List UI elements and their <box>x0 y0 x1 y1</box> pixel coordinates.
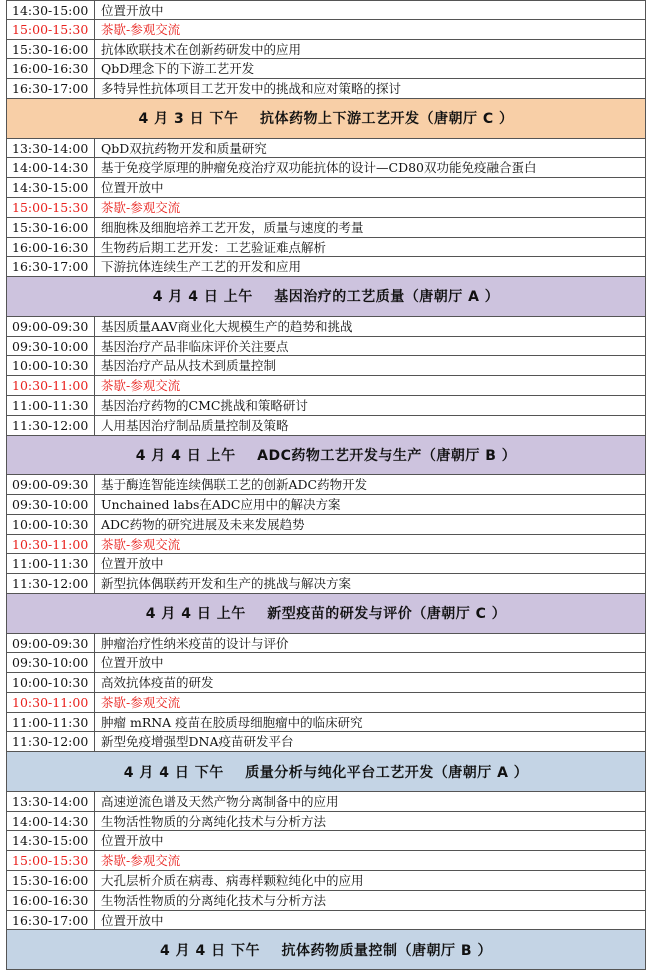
break-row <box>7 693 645 713</box>
break-row <box>7 851 645 871</box>
time-cell: 10:30-11:00 <box>7 535 95 554</box>
time-cell: 11:30-12:00 <box>7 416 95 435</box>
schedule-row <box>7 911 645 931</box>
schedule-row <box>7 59 645 79</box>
time-cell: 09:00-09:30 <box>7 634 95 653</box>
schedule-row <box>7 653 645 673</box>
topic-cell: 生物活性物质的分离纯化技术与分析方法 <box>101 813 327 829</box>
time-cell: 09:30-10:00 <box>7 337 95 356</box>
topic-cell: 抗体欧联技术在创新药研发中的应用 <box>101 41 302 57</box>
time-cell: 15:30-16:00 <box>7 40 95 59</box>
time-cell: 09:00-09:30 <box>7 475 95 494</box>
time-cell: 11:00-11:30 <box>7 713 95 732</box>
topic-cell: 肿瘤 mRNA 疫苗在胶质母细胞瘤中的临床研究 <box>101 714 363 730</box>
time-cell: 10:30-11:00 <box>7 693 95 712</box>
topic-cell: 基于酶连智能连续偶联工艺的创新ADC药物开发 <box>101 477 368 493</box>
session-header: 4 月 4 日 上午 ADC药物工艺开发与生产（唐朝厅 B ） <box>7 436 645 476</box>
topic-cell: 茶歇-参观交流 <box>101 694 181 710</box>
topic-cell: QbD理念下的下游工艺开发 <box>101 61 255 77</box>
schedule-row <box>7 238 645 258</box>
topic-cell: 高效抗体疫苗的研发 <box>101 675 214 691</box>
topic-cell: 细胞株及细胞培养工艺开发，质量与速度的考量 <box>101 219 364 235</box>
time-cell: 10:00-10:30 <box>7 515 95 534</box>
time-cell: 16:00-16:30 <box>7 59 95 78</box>
break-row <box>7 198 645 218</box>
time-cell: 16:00-16:30 <box>7 891 95 910</box>
topic-cell: 下游抗体连续生产工艺的开发和应用 <box>101 259 302 275</box>
topic-cell: 茶歇-参观交流 <box>101 853 181 869</box>
time-cell: 09:30-10:00 <box>7 653 95 672</box>
topic-cell: QbD双抗药物开发和质量研究 <box>101 140 267 156</box>
schedule-row <box>7 713 645 733</box>
time-cell: 09:30-10:00 <box>7 495 95 514</box>
schedule-row <box>7 40 645 60</box>
schedule-row <box>7 337 645 357</box>
time-cell: 13:30-14:00 <box>7 792 95 811</box>
break-row <box>7 535 645 555</box>
session-header: 4 月 4 日 上午 基因治疗的工艺质量（唐朝厅 A ） <box>7 277 645 317</box>
schedule-row <box>7 158 645 178</box>
schedule-row <box>7 475 645 495</box>
schedule-row <box>7 812 645 832</box>
topic-cell: 基因治疗药物的CMC挑战和策略研讨 <box>101 397 308 413</box>
time-cell: 11:00-11:30 <box>7 554 95 573</box>
topic-cell: 新型免疫增强型DNA疫苗研发平台 <box>101 734 294 750</box>
topic-cell: 肿瘤治疗性纳米疫苗的设计与评价 <box>101 635 289 651</box>
time-cell: 15:30-16:00 <box>7 871 95 890</box>
break-row <box>7 20 645 40</box>
schedule-row <box>7 732 645 752</box>
topic-cell: 新型抗体偶联药开发和生产的挑战与解决方案 <box>101 576 352 592</box>
topic-cell: Unchained labs在ADC应用中的解决方案 <box>101 496 341 512</box>
topic-cell: 位置开放中 <box>101 655 164 671</box>
time-cell: 15:00-15:30 <box>7 20 95 39</box>
schedule-row <box>7 79 645 99</box>
schedule-row <box>7 495 645 515</box>
schedule-row <box>7 257 645 277</box>
schedule-row <box>7 634 645 654</box>
topic-cell: 位置开放中 <box>101 556 164 572</box>
schedule-row <box>7 0 645 20</box>
schedule-row <box>7 317 645 337</box>
time-cell: 14:00-14:30 <box>7 158 95 177</box>
topic-cell: 人用基因治疗制品质量控制及策略 <box>101 417 289 433</box>
topic-cell: 基因治疗产品非临床评价关注要点 <box>101 338 289 354</box>
time-cell: 16:30-17:00 <box>7 79 95 98</box>
topic-cell: 多特异性抗体项目工艺开发中的挑战和应对策略的探讨 <box>101 81 402 97</box>
topic-cell: 生物活性物质的分离纯化技术与分析方法 <box>101 892 327 908</box>
time-cell: 16:30-17:00 <box>7 257 95 276</box>
time-cell: 16:00-16:30 <box>7 238 95 257</box>
topic-cell: 生物药后期工艺开发：工艺验证难点解析 <box>101 239 327 255</box>
schedule-row <box>7 792 645 812</box>
schedule-row <box>7 396 645 416</box>
schedule-row <box>7 891 645 911</box>
topic-cell: 茶歇-参观交流 <box>101 378 181 394</box>
schedule-row <box>7 831 645 851</box>
session-header: 4 月 4 日 上午 新型疫苗的研发与评价（唐朝厅 C ） <box>7 594 645 634</box>
break-row <box>7 376 645 396</box>
time-cell: 09:00-09:30 <box>7 317 95 336</box>
topic-cell: 位置开放中 <box>101 3 164 18</box>
schedule-row <box>7 673 645 693</box>
schedule-row <box>7 554 645 574</box>
schedule-row <box>7 574 645 594</box>
time-cell: 15:00-15:30 <box>7 198 95 217</box>
time-cell: 11:30-12:00 <box>7 574 95 593</box>
schedule-row <box>7 178 645 198</box>
schedule-row <box>7 416 645 436</box>
time-cell: 10:00-10:30 <box>7 356 95 375</box>
time-cell: 16:30-17:00 <box>7 911 95 930</box>
time-cell: 14:30-15:00 <box>7 831 95 850</box>
topic-cell: 位置开放中 <box>101 180 164 196</box>
schedule-row <box>7 515 645 535</box>
topic-cell: 位置开放中 <box>101 912 164 928</box>
time-cell: 10:00-10:30 <box>7 673 95 692</box>
topic-cell: 茶歇-参观交流 <box>101 199 181 215</box>
time-cell: 14:30-15:00 <box>7 1 95 19</box>
time-cell: 15:00-15:30 <box>7 851 95 870</box>
schedule-row <box>7 871 645 891</box>
time-cell: 11:30-12:00 <box>7 732 95 751</box>
topic-cell: 高速逆流色谱及天然产物分离制备中的应用 <box>101 793 339 809</box>
schedule-row <box>7 218 645 238</box>
topic-cell: 基因质量AAV商业化大规模生产的趋势和挑战 <box>101 318 353 334</box>
topic-cell: 茶歇-参观交流 <box>101 21 181 37</box>
session-header: 4 月 3 日 下午 抗体药物上下游工艺开发（唐朝厅 C ） <box>7 99 645 139</box>
time-cell: 13:30-14:00 <box>7 139 95 158</box>
session-header: 4 月 4 日 下午 抗体药物质量控制（唐朝厅 B ） <box>7 930 645 970</box>
time-cell: 15:30-16:00 <box>7 218 95 237</box>
session-header: 4 月 4 日 下午 质量分析与纯化平台工艺开发（唐朝厅 A ） <box>7 752 645 792</box>
time-cell: 14:00-14:30 <box>7 812 95 831</box>
schedule-row <box>7 139 645 159</box>
schedule-row <box>7 356 645 376</box>
topic-cell: ADC药物的研究进展及未来发展趋势 <box>101 516 305 532</box>
topic-cell: 基于免疫学原理的肿瘤免疫治疗双功能抗体的设计—CD80双功能免疫融合蛋白 <box>101 160 537 176</box>
time-cell: 11:00-11:30 <box>7 396 95 415</box>
topic-cell: 基因治疗产品从技术到质量控制 <box>101 358 277 374</box>
schedule-table <box>6 0 646 970</box>
topic-cell: 位置开放中 <box>101 833 164 849</box>
topic-cell: 大孔层析介质在病毒、病毒样颗粒纯化中的应用 <box>101 873 364 889</box>
topic-cell: 茶歇-参观交流 <box>101 536 181 552</box>
time-cell: 10:30-11:00 <box>7 376 95 395</box>
time-cell: 14:30-15:00 <box>7 178 95 197</box>
